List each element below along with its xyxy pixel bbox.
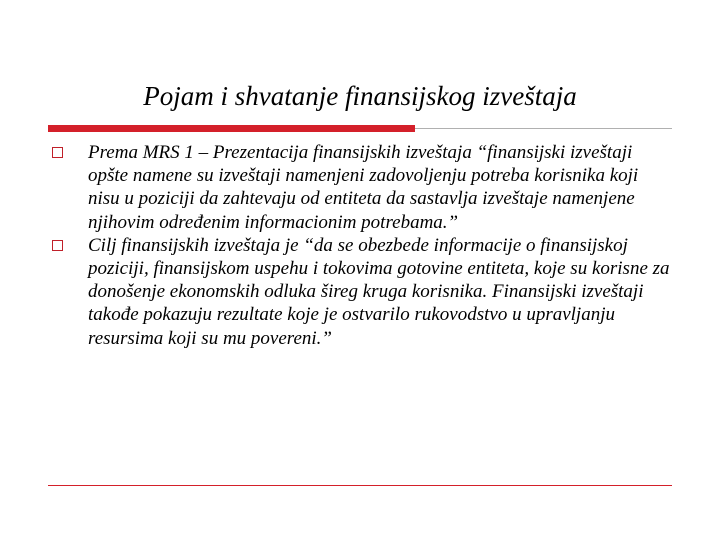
title-divider (48, 125, 672, 135)
bottom-divider (48, 485, 672, 486)
bullet-item (52, 234, 672, 350)
bullet-text: Cilj finansijskih izveštaja je “da se obezbede informacije o finansijskoj poziciji, finansijskom uspehu i tokovima gotovine entiteta, koje su korisne za donošenje ekonomskih odluka šireg kruga korisnika. Finansijski izveštaji takođe pokazuju rezultate koje je ostvarilo rukovodstvo u upravljanju resursima koji su mu povereni.” (88, 234, 670, 349)
title-divider-gray-segment (415, 128, 672, 129)
bullet-text: Prema MRS 1 – Prezentacija finansijskih izveštaja “finansijski izveštaji opšte namene su izveštaji namenjeni zadovoljenju potreba korisnika koji nisu u poziciji da zahtevaju od entiteta da sastavlja izveštaje namenjene njihovim određenim informacionim potrebama.” (88, 142, 639, 233)
title-divider-red-segment (48, 125, 415, 132)
bullet-item (52, 141, 672, 234)
square-bullet-icon (52, 147, 63, 158)
bullet-list (52, 141, 672, 350)
square-bullet-icon (52, 240, 63, 251)
slide-title: Pojam i shvatanje finansijskog izveštaja (143, 81, 577, 111)
